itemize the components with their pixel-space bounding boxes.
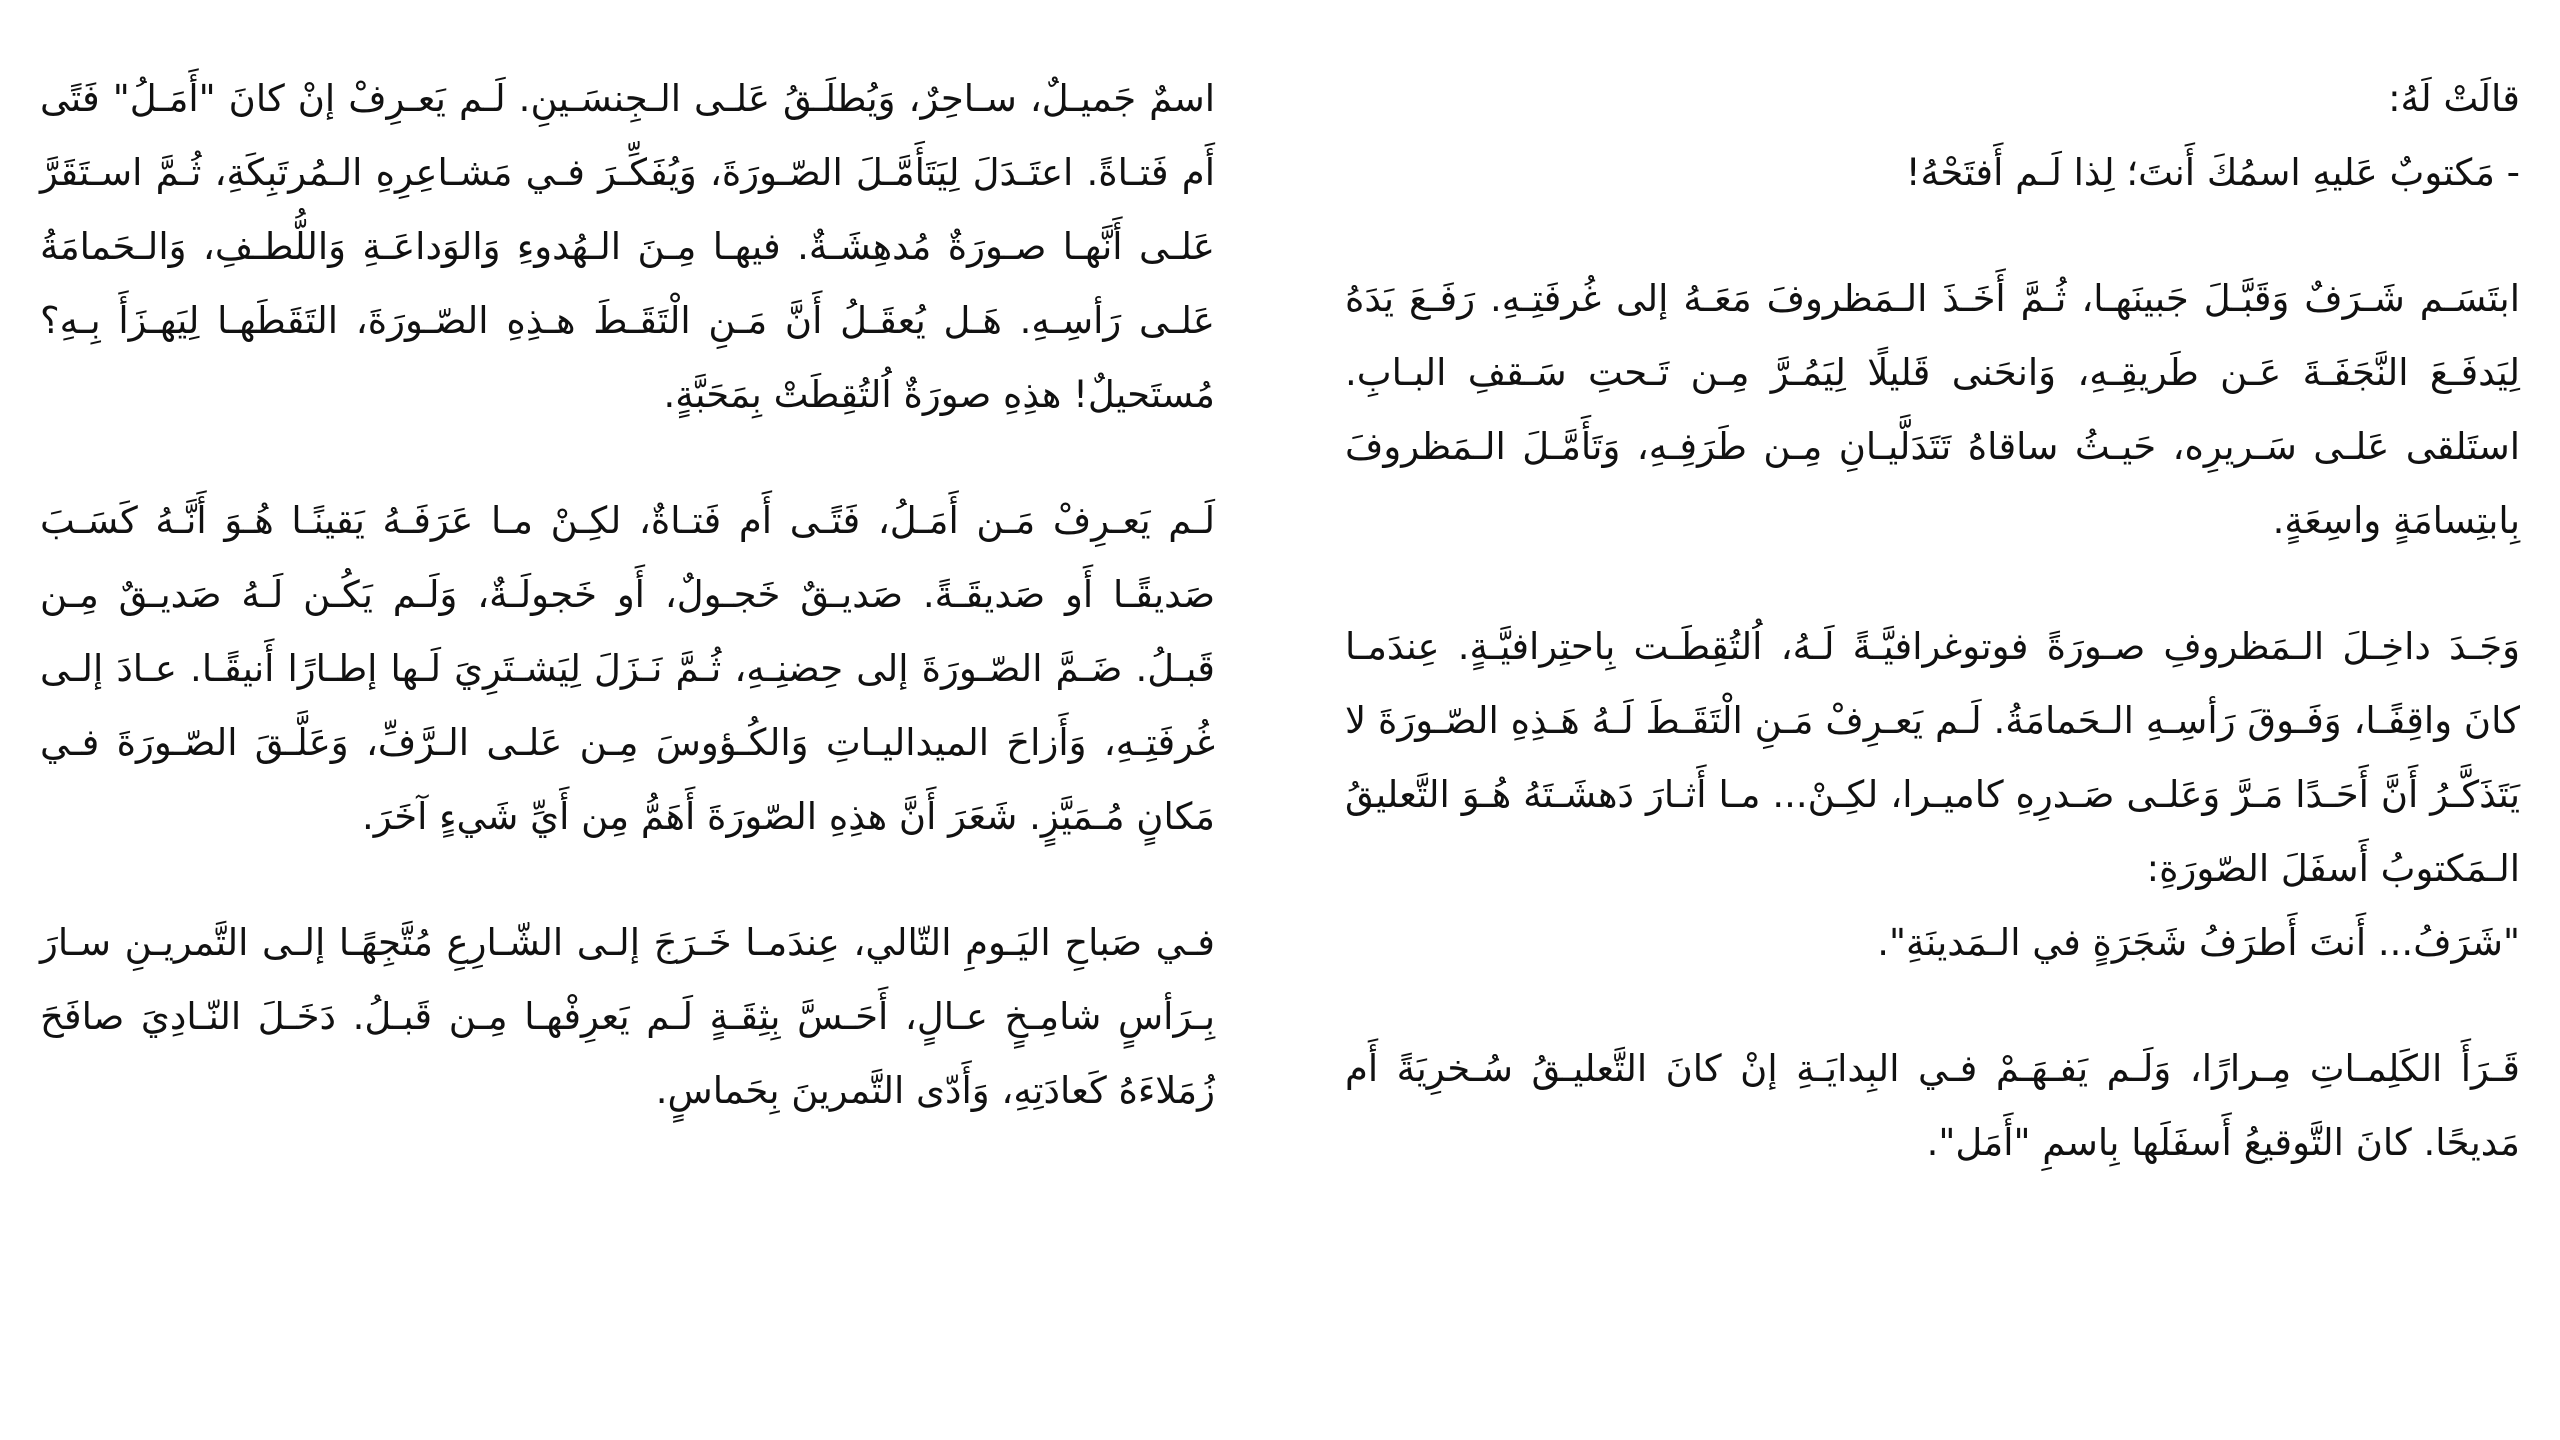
paragraph: فـي صَباحِ اليَـومِ التّالي، عِندَمـا خَـرَجَ إلـى الشّـارِعِ مُتَّجِهًـا إلـى التَّمريـنِ سـارَ بِـرَأسٍ شامِـخٍ عـالٍ، أَحَـسَّ بِثِقَـةٍ لَـم يَعرِفْهـا مِـن قَبـلُ. دَخَـلَ النّـادِيَ صافَحَ زُمَلاءَهُ كَعادَتِهِ، وَأَدّى التَّمرينَ بِحَماسٍ.: [40, 921, 1215, 1112]
paragraph: قَـرَأَ الكَلِمـاتِ مِـرارًا، وَلَـم يَفـهَـمْ فـي البِدايَـةِ إنْ كانَ التَّعليـقُ سُـخرِيَةً أَم مَديحًا. كانَ التَّوقيعُ أَسفَلَها بِاسمِ "أَمَل".: [1345, 1047, 2520, 1164]
paragraph: اسمٌ جَميـلٌ، سـاحِرٌ، وَيُطلَـقُ عَلـى الـجِنسَـينِ. لَـم يَعـرِفْ إنْ كانَ "أَمَـلُ" فَتًى أَم فَتـاةً. اعتَـدَلَ لِيَتَأَمَّـلَ الصّـورَةَ، وَيُفَكِّـرَ فـي مَشـاعِرِهِ الـمُرتَبِكَةِ، ثُـمَّ اسـتَقَرَّ عَلـى أَنَّهـا صـورَةٌ مُدهِشَـةٌ. فيهـا مِـنَ الـهُدوءِ وَالوَداعَـةِ وَاللُّطـفِ، وَالـحَمامَةُ عَلـى رَأسِـهِ. هَـل يُعقَـلُ أَنَّ مَـنِ الْتَقَـطَ هـذِهِ الصّـورَةَ، التَقَطَهـا لِيَهـزَأَ بِـهِ؟ مُستَحيلٌ! هذِهِ صورَةٌ اُلتُقِطَتْ بِمَحَبَّةٍ.: [40, 77, 1215, 416]
right-page: [1345, 62, 2520, 1232]
paragraph: وَجَـدَ داخِـلَ الـمَظروفِ صـورَةً فوتوغرافيَّـةً لَـهُ، اُلتُقِطَـت بِاحتِرافيَّـةٍ. عِندَمـا كانَ واقِفًـا، وَفَـوقَ رَأسِـهِ الـحَمامَةُ. لَـم يَعـرِفْ مَـنِ الْتَقَـطَ لَـهُ هَـذِهِ الصّـورَةَ لا يَتَذَكَّـرُ أَنَّ أَحَـدًا مَـرَّ وَعَلـى صَـدرِهِ كاميـرا، لكِـنْ... مـا أَثـارَ دَهشَـتَهُ هُـوَ التَّعليقُ الـمَكتوبُ أَسفَلَ الصّورَةِ:: [1345, 625, 2520, 890]
paragraph: لَـم يَعـرِفْ مَـن أَمَـلُ، فَتًـى أَم فَتـاةٌ، لكِـنْ مـا عَرَفَـهُ يَقينًـا هُـوَ أَنَّـهُ كَسَـبَ صَديقًـا أَو صَديقَـةً. صَديـقٌ خَجـولٌ، أَو خَجولَـةٌ، وَلَـم يَكُـن لَـهُ صَديـقٌ مِـن قَبـلُ. ضَـمَّ الصّـورَةَ إلى حِضنِـهِ، ثُـمَّ نَـزَلَ لِيَشـتَرِيَ لَـها إطـارًا أَنيقًـا. عـادَ إلـى غُرفَتِـهِ، وَأَزاحَ الميداليـاتِ وَالكُـؤوسَ مِـن عَلـى الـرَّفِّ، وَعَلَّـقَ الصّـورَةَ فـي مَكانٍ مُـمَيَّزٍ. شَعَرَ أَنَّ هذِهِ الصّورَةَ أَهَمُّ مِن أَيِّ شَيءٍ آخَرَ.: [40, 499, 1215, 838]
intro-line: قالَتْ لَهُ:: [2388, 77, 2520, 120]
dialogue-line: - مَكتوبٌ عَليهِ اسمُكَ أَنتَ؛ لِذا لَـم أَفتَحْهُ!: [1905, 151, 2520, 194]
left-page: [40, 62, 1215, 1180]
paragraph: ابتَسَـم شَـرَفٌ وَقَبَّـلَ جَبينَهـا، ثُـمَّ أَخَـذَ الـمَظروفَ مَعَـهُ إلى غُرفَتِـهِ. رَفَـعَ يَدَهُ لِيَدفَـعَ النَّجَفَـةَ عَـن طَريقِـهِ، وَانحَنى قَليلًا لِيَمُـرَّ مِـن تَـحتِ سَـقفِ البـابِ. استَلقى عَلـى سَـريرِه، حَيـثُ ساقاهُ تَتَدَلَّيـانِ مِـن طَرَفِـهِ، وَتَأَمَّـلَ الـمَظروفَ بِابتِسامَةٍ واسِعَةٍ.: [1345, 277, 2520, 542]
photo-caption-quote: "شَرَفُ... أَنتَ أَطرَفُ شَجَرَةٍ في الـمَدينَةِ".: [1877, 921, 2520, 964]
